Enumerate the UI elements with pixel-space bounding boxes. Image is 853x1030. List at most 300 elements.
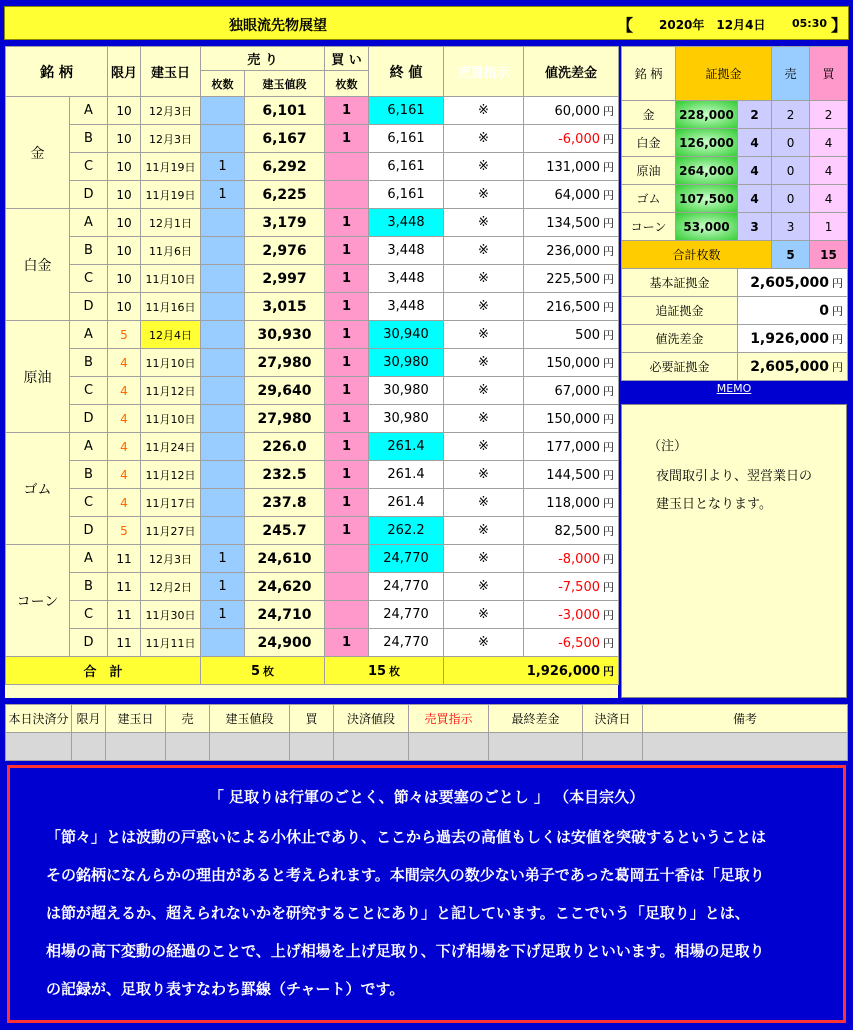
position-row <box>6 545 619 573</box>
margin-brand: 白金 <box>622 129 676 157</box>
margin-col-buy: 買 <box>810 47 848 101</box>
buy-count: 1 <box>325 237 369 265</box>
margin-amount: 126,000 <box>676 129 738 157</box>
col-month: 限月 <box>108 47 141 97</box>
open-date: 11月10日 <box>141 265 201 293</box>
signal-mark: ※ <box>444 209 524 237</box>
summary-row <box>622 297 848 325</box>
margin-buy: 4 <box>810 129 848 157</box>
contract-letter: A <box>70 321 108 349</box>
contract-month: 10 <box>108 181 141 209</box>
buy-count: 1 <box>325 125 369 153</box>
settlement-cell <box>489 733 583 761</box>
open-date: 11月24日 <box>141 433 201 461</box>
pnl-value: 150,000 円 <box>524 349 619 377</box>
margin-total-buy: 15 <box>810 241 848 269</box>
entry-price: 245.7 <box>245 517 325 545</box>
pnl-value: 82,500 円 <box>524 517 619 545</box>
buy-count: 1 <box>325 321 369 349</box>
position-row <box>6 573 619 601</box>
close-price: 261.4 <box>369 489 444 517</box>
contract-letter: B <box>70 125 108 153</box>
open-date: 11月30日 <box>141 601 201 629</box>
signal-mark: ※ <box>444 433 524 461</box>
entry-price: 30,930 <box>245 321 325 349</box>
summary-row <box>622 325 848 353</box>
signal-mark: ※ <box>444 629 524 657</box>
brand-name: コーン <box>6 545 70 657</box>
margin-col-sell: 売 <box>772 47 810 101</box>
brand-name: 金 <box>6 97 70 209</box>
position-row <box>6 461 619 489</box>
settlement-cell <box>106 733 166 761</box>
signal-mark: ※ <box>444 97 524 125</box>
col-signal: 売買指示 <box>444 47 524 97</box>
entry-price: 2,976 <box>245 237 325 265</box>
summary-row <box>622 269 848 297</box>
position-row <box>6 517 619 545</box>
signal-mark: ※ <box>444 349 524 377</box>
contract-letter: B <box>70 237 108 265</box>
margin-brand: 原油 <box>622 157 676 185</box>
close-price: 261.4 <box>369 433 444 461</box>
open-date: 11月12日 <box>141 461 201 489</box>
entry-price: 6,292 <box>245 153 325 181</box>
buy-count: 1 <box>325 265 369 293</box>
col-buy: 買 い <box>325 47 369 71</box>
settlement-header: 売買指示 <box>409 705 489 733</box>
contract-letter: B <box>70 349 108 377</box>
margin-row <box>622 213 848 241</box>
contract-month: 4 <box>108 377 141 405</box>
contract-month: 10 <box>108 97 141 125</box>
open-date: 11月19日 <box>141 181 201 209</box>
contract-month: 4 <box>108 433 141 461</box>
margin-brand: 金 <box>622 101 676 129</box>
pnl-value: 134,500 円 <box>524 209 619 237</box>
buy-count: 1 <box>325 517 369 545</box>
buy-count <box>325 153 369 181</box>
close-price: 6,161 <box>369 125 444 153</box>
memo-line2: 建玉日となります。 <box>656 497 772 512</box>
brand-name: ゴム <box>6 433 70 545</box>
close-price: 30,980 <box>369 349 444 377</box>
contract-letter: C <box>70 265 108 293</box>
signal-mark: ※ <box>444 181 524 209</box>
position-row <box>6 349 619 377</box>
buy-count <box>325 545 369 573</box>
pnl-value: 131,000 円 <box>524 153 619 181</box>
col-sell-count: 枚数 <box>201 71 245 97</box>
entry-price: 6,167 <box>245 125 325 153</box>
open-date: 11月19日 <box>141 153 201 181</box>
pnl-value: -6,000 円 <box>524 125 619 153</box>
settlement-header: 建玉日 <box>106 705 166 733</box>
contract-month: 4 <box>108 461 141 489</box>
close-price: 6,161 <box>369 97 444 125</box>
sell-count <box>201 125 245 153</box>
buy-count: 1 <box>325 97 369 125</box>
buy-count: 1 <box>325 461 369 489</box>
open-date: 11月16日 <box>141 293 201 321</box>
entry-price: 27,980 <box>245 405 325 433</box>
contract-letter: A <box>70 97 108 125</box>
entry-price: 232.5 <box>245 461 325 489</box>
settlement-header: 買 <box>290 705 334 733</box>
position-row <box>6 293 619 321</box>
contract-letter: D <box>70 293 108 321</box>
close-price: 30,980 <box>369 377 444 405</box>
close-price: 24,770 <box>369 545 444 573</box>
signal-mark: ※ <box>444 153 524 181</box>
margin-count: 3 <box>738 213 772 241</box>
pnl-value: 118,000 円 <box>524 489 619 517</box>
position-row <box>6 209 619 237</box>
settlement-cell <box>210 733 290 761</box>
total-label: 合 計 <box>6 657 201 685</box>
margin-count: 4 <box>738 129 772 157</box>
pnl-value: -6,500 円 <box>524 629 619 657</box>
position-row <box>6 181 619 209</box>
contract-letter: B <box>70 573 108 601</box>
summary-value: 2,605,000 円 <box>738 353 848 381</box>
quote-line: は節が超えるか、超えられないかを研究することにあり」と記しています。ここでいう「足取り」とは、 <box>46 904 750 922</box>
entry-price: 24,620 <box>245 573 325 601</box>
col-pnl: 値洗差金 <box>524 47 619 97</box>
close-price: 3,448 <box>369 265 444 293</box>
close-price: 3,448 <box>369 209 444 237</box>
open-date: 11月27日 <box>141 517 201 545</box>
sell-count <box>201 265 245 293</box>
margin-row <box>622 185 848 213</box>
settlement-header: 建玉値段 <box>210 705 290 733</box>
position-row <box>6 97 619 125</box>
entry-price: 24,710 <box>245 601 325 629</box>
header-date: 2020年 12月4日 <box>659 18 766 32</box>
buy-count <box>325 181 369 209</box>
position-row <box>6 489 619 517</box>
memo-link[interactable]: MEMO <box>716 382 752 395</box>
buy-count <box>325 573 369 601</box>
margin-brand: ゴム <box>622 185 676 213</box>
summary-label: 必要証拠金 <box>622 353 738 381</box>
open-date: 12月2日 <box>141 573 201 601</box>
settlement-header: 決済日 <box>583 705 643 733</box>
sell-count <box>201 293 245 321</box>
quote-line: の記録が、足取り表すなわち罫線（チャート）です。 <box>46 980 405 998</box>
signal-mark: ※ <box>444 265 524 293</box>
position-row <box>6 433 619 461</box>
pnl-value: 60,000 円 <box>524 97 619 125</box>
pnl-value: 225,500 円 <box>524 265 619 293</box>
contract-letter: B <box>70 461 108 489</box>
summary-label: 基本証拠金 <box>622 269 738 297</box>
sell-count <box>201 629 245 657</box>
sell-count <box>201 461 245 489</box>
contract-letter: C <box>70 601 108 629</box>
pnl-value: -7,500 円 <box>524 573 619 601</box>
margin-sell: 0 <box>772 185 810 213</box>
close-price: 3,448 <box>369 293 444 321</box>
sell-count <box>201 209 245 237</box>
sell-count <box>201 349 245 377</box>
col-brand: 銘 柄 <box>6 47 108 97</box>
buy-count: 1 <box>325 209 369 237</box>
open-date: 11月10日 <box>141 405 201 433</box>
entry-price: 3,015 <box>245 293 325 321</box>
brand-name: 白金 <box>6 209 70 321</box>
settlement-cell <box>166 733 210 761</box>
margin-amount: 107,500 <box>676 185 738 213</box>
close-price: 261.4 <box>369 461 444 489</box>
margin-total-sell: 5 <box>772 241 810 269</box>
contract-month: 10 <box>108 153 141 181</box>
margin-amount: 53,000 <box>676 213 738 241</box>
margin-buy: 2 <box>810 101 848 129</box>
contract-letter: A <box>70 545 108 573</box>
memo-line1: 夜間取引より、翌営業日の <box>656 469 813 484</box>
open-date: 11月6日 <box>141 237 201 265</box>
close-price: 30,940 <box>369 321 444 349</box>
sell-count <box>201 517 245 545</box>
entry-price: 6,225 <box>245 181 325 209</box>
pnl-value: 236,000 円 <box>524 237 619 265</box>
sell-count <box>201 321 245 349</box>
entry-price: 6,101 <box>245 97 325 125</box>
summary-row <box>622 353 848 381</box>
signal-mark: ※ <box>444 489 524 517</box>
settlement-cell <box>290 733 334 761</box>
signal-mark: ※ <box>444 405 524 433</box>
entry-price: 226.0 <box>245 433 325 461</box>
sell-count <box>201 405 245 433</box>
open-date: 12月4日 <box>141 321 201 349</box>
col-close: 終 値 <box>369 47 444 97</box>
contract-letter: C <box>70 153 108 181</box>
contract-letter: D <box>70 629 108 657</box>
pnl-value: 177,000 円 <box>524 433 619 461</box>
margin-buy: 4 <box>810 185 848 213</box>
margin-col-brand: 銘 柄 <box>622 47 676 101</box>
sell-count: 1 <box>201 601 245 629</box>
app-title: 独眼流先物展望 <box>229 18 327 34</box>
sell-count <box>201 433 245 461</box>
quote-line: 相場の高下変動の経過のことで、上げ相場を上げ足取り、下げ相場を下げ足取りといいます。相場の足取り <box>46 942 765 960</box>
settlement-header: 決済値段 <box>334 705 409 733</box>
pnl-value: 144,500 円 <box>524 461 619 489</box>
position-row <box>6 321 619 349</box>
position-row <box>6 265 619 293</box>
summary-value: 2,605,000 円 <box>738 269 848 297</box>
contract-letter: D <box>70 517 108 545</box>
open-date: 12月1日 <box>141 209 201 237</box>
contract-month: 10 <box>108 293 141 321</box>
signal-mark: ※ <box>444 293 524 321</box>
summary-value: 1,926,000 円 <box>738 325 848 353</box>
open-date: 11月10日 <box>141 349 201 377</box>
sell-count <box>201 489 245 517</box>
margin-total-label: 合計枚数 <box>622 241 772 269</box>
summary-label: 値洗差金 <box>622 325 738 353</box>
quote-line: その銘柄になんらかの理由があると考えられます。本間宗久の数少ない弟子であった葛岡五十香は「足取り <box>46 866 765 884</box>
margin-amount: 228,000 <box>676 101 738 129</box>
contract-month: 10 <box>108 237 141 265</box>
close-price: 262.2 <box>369 517 444 545</box>
buy-count: 1 <box>325 629 369 657</box>
settlement-table <box>5 704 847 761</box>
sell-count: 1 <box>201 153 245 181</box>
buy-count: 1 <box>325 405 369 433</box>
signal-mark: ※ <box>444 573 524 601</box>
entry-price: 24,610 <box>245 545 325 573</box>
sell-count: 1 <box>201 545 245 573</box>
margin-sell: 2 <box>772 101 810 129</box>
signal-mark: ※ <box>444 237 524 265</box>
contract-month: 4 <box>108 489 141 517</box>
settlement-cell <box>643 733 848 761</box>
bracket-open: 【 <box>617 16 634 35</box>
quote-line: 「節々」とは波動の戸惑いによる小休止であり、ここから過去の高値もしくは安値を突破するということは <box>46 828 767 846</box>
contract-month: 10 <box>108 265 141 293</box>
margin-sell: 0 <box>772 157 810 185</box>
header-time: 05:30 <box>792 17 828 30</box>
open-date: 11月11日 <box>141 629 201 657</box>
position-row <box>6 405 619 433</box>
quote-box <box>7 765 846 1023</box>
contract-letter: C <box>70 489 108 517</box>
total-buy: 15 枚 <box>325 657 444 685</box>
buy-count: 1 <box>325 349 369 377</box>
position-row <box>6 237 619 265</box>
margin-row <box>622 157 848 185</box>
signal-mark: ※ <box>444 377 524 405</box>
margin-row <box>622 101 848 129</box>
close-price: 24,770 <box>369 629 444 657</box>
settlement-cell <box>334 733 409 761</box>
col-buy-count: 枚数 <box>325 71 369 97</box>
open-date: 12月3日 <box>141 545 201 573</box>
entry-price: 24,900 <box>245 629 325 657</box>
sell-count: 1 <box>201 181 245 209</box>
settlement-header: 本日決済分 <box>6 705 72 733</box>
open-date: 12月3日 <box>141 125 201 153</box>
contract-month: 5 <box>108 321 141 349</box>
summary-value: 0 円 <box>738 297 848 325</box>
settlement-cell <box>6 733 72 761</box>
settlement-cell <box>72 733 106 761</box>
signal-mark: ※ <box>444 461 524 489</box>
margin-amount: 264,000 <box>676 157 738 185</box>
margin-count: 2 <box>738 101 772 129</box>
close-price: 24,770 <box>369 573 444 601</box>
contract-letter: A <box>70 433 108 461</box>
buy-count: 1 <box>325 489 369 517</box>
close-price: 6,161 <box>369 181 444 209</box>
title-bar <box>4 6 849 40</box>
total-sell: 5 枚 <box>201 657 325 685</box>
pnl-value: 216,500 円 <box>524 293 619 321</box>
sell-count <box>201 97 245 125</box>
margin-count: 4 <box>738 157 772 185</box>
margin-sell: 3 <box>772 213 810 241</box>
sell-count: 1 <box>201 573 245 601</box>
open-date: 11月12日 <box>141 377 201 405</box>
position-row <box>6 125 619 153</box>
sell-count <box>201 377 245 405</box>
total-pnl: 1,926,000 円 <box>444 657 619 685</box>
buy-count <box>325 601 369 629</box>
contract-month: 11 <box>108 545 141 573</box>
settlement-cell <box>583 733 643 761</box>
close-price: 30,980 <box>369 405 444 433</box>
contract-month: 4 <box>108 349 141 377</box>
signal-mark: ※ <box>444 517 524 545</box>
pnl-value: 500 円 <box>524 321 619 349</box>
margin-panel <box>621 46 847 381</box>
signal-mark: ※ <box>444 125 524 153</box>
buy-count: 1 <box>325 377 369 405</box>
settlement-header: 備考 <box>643 705 848 733</box>
buy-count: 1 <box>325 293 369 321</box>
margin-count: 4 <box>738 185 772 213</box>
contract-letter: C <box>70 377 108 405</box>
open-date: 11月17日 <box>141 489 201 517</box>
position-row <box>6 601 619 629</box>
summary-label: 追証拠金 <box>622 297 738 325</box>
close-price: 6,161 <box>369 153 444 181</box>
entry-price: 29,640 <box>245 377 325 405</box>
close-price: 3,448 <box>369 237 444 265</box>
brand-name: 原油 <box>6 321 70 433</box>
entry-price: 27,980 <box>245 349 325 377</box>
signal-mark: ※ <box>444 545 524 573</box>
position-row <box>6 377 619 405</box>
pnl-value: 67,000 円 <box>524 377 619 405</box>
col-entry-price: 建玉値段 <box>245 71 325 97</box>
contract-month: 11 <box>108 601 141 629</box>
contract-letter: A <box>70 209 108 237</box>
contract-letter: D <box>70 405 108 433</box>
contract-letter: D <box>70 181 108 209</box>
contract-month: 11 <box>108 573 141 601</box>
margin-buy: 4 <box>810 157 848 185</box>
margin-brand: コーン <box>622 213 676 241</box>
buy-count: 1 <box>325 433 369 461</box>
close-price: 24,770 <box>369 601 444 629</box>
quote-title: 「 足取りは行軍のごとく、節々は要塞のごとし 」 （本目宗久） <box>208 788 645 806</box>
margin-row <box>622 129 848 157</box>
contract-month: 10 <box>108 125 141 153</box>
sell-count <box>201 237 245 265</box>
position-row <box>6 153 619 181</box>
pnl-value: 64,000 円 <box>524 181 619 209</box>
pnl-value: -3,000 円 <box>524 601 619 629</box>
bracket-close: 】 <box>831 16 848 35</box>
margin-sell: 0 <box>772 129 810 157</box>
position-row <box>6 629 619 657</box>
margin-col-margin: 証拠金 <box>676 47 772 101</box>
entry-price: 2,997 <box>245 265 325 293</box>
contract-month: 4 <box>108 405 141 433</box>
memo-note: （注） <box>648 439 688 454</box>
margin-buy: 1 <box>810 213 848 241</box>
col-sell: 売 り <box>201 47 325 71</box>
settlement-header: 限月 <box>72 705 106 733</box>
pnl-value: 150,000 円 <box>524 405 619 433</box>
pnl-value: -8,000 円 <box>524 545 619 573</box>
entry-price: 237.8 <box>245 489 325 517</box>
entry-price: 3,179 <box>245 209 325 237</box>
